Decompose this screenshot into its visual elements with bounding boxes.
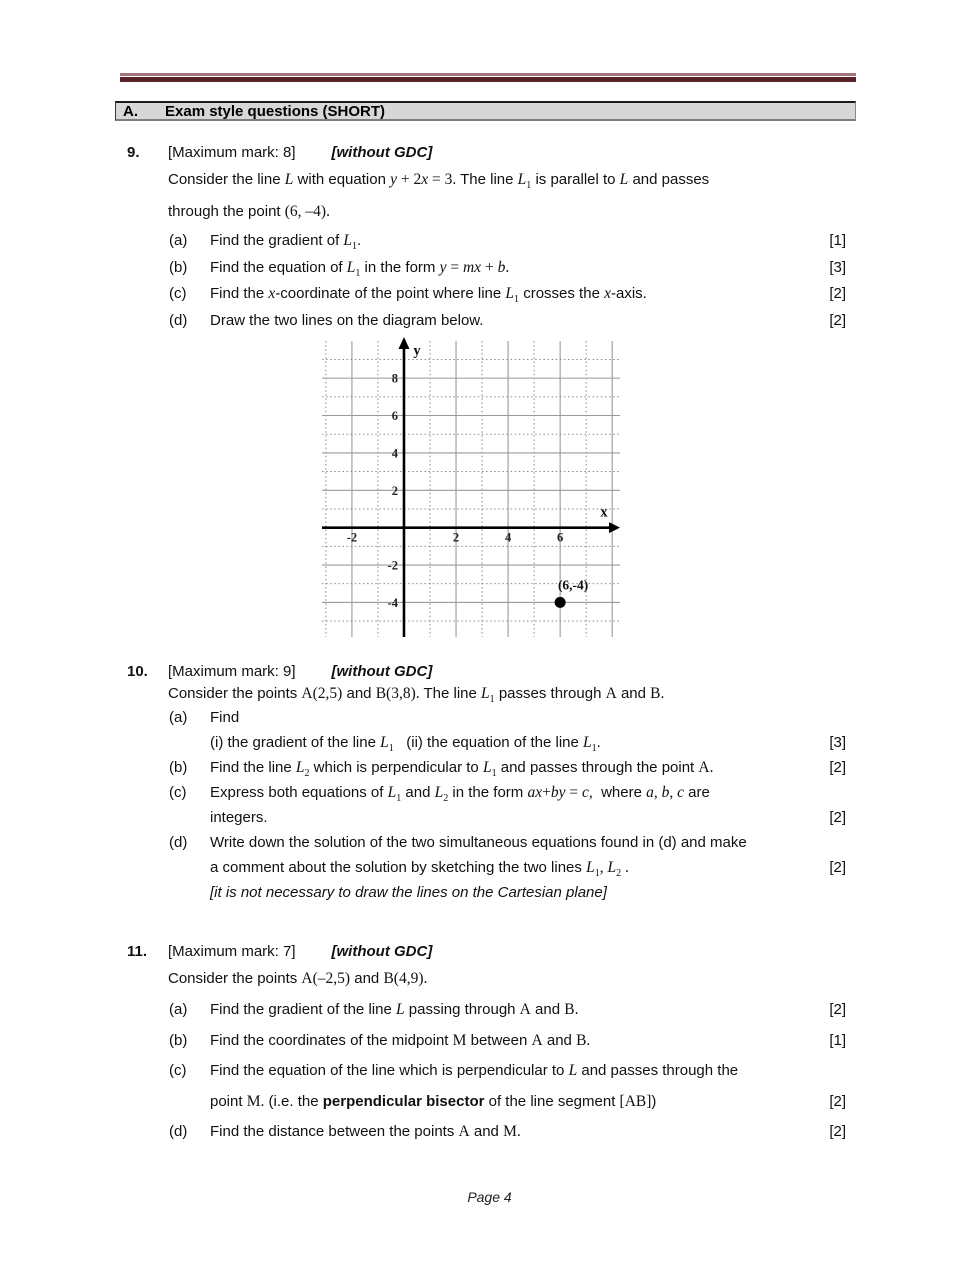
text-run: A. xyxy=(698,759,714,776)
top-rule-dark-line xyxy=(120,77,856,82)
question-part-line xyxy=(120,705,857,730)
section-title: Exam style questions (SHORT) xyxy=(165,102,386,120)
x-tick-label: 4 xyxy=(504,530,512,545)
text-run: A(2,5) xyxy=(301,685,343,702)
text-run: mx xyxy=(462,258,482,276)
x-tick-label: 6 xyxy=(557,530,564,545)
text-run: integers. xyxy=(210,809,268,826)
text-run: -axis. xyxy=(610,285,647,302)
question-11 xyxy=(120,941,857,1148)
x-tick-label: -2 xyxy=(346,530,358,545)
text-run: between xyxy=(466,1031,532,1049)
text-run: are xyxy=(684,784,710,801)
text-run: in the form xyxy=(360,258,440,276)
text-run: x xyxy=(268,285,276,302)
question-part-line xyxy=(120,1087,857,1118)
text-run: point xyxy=(210,1092,247,1110)
text-run: , xyxy=(669,784,678,801)
question-header xyxy=(120,661,857,683)
text-run: -coordinate of the point where line xyxy=(275,285,506,302)
subscript: 2 xyxy=(443,793,449,804)
text-run: through the point xyxy=(168,203,285,220)
text-run: The line xyxy=(460,171,518,188)
part-text xyxy=(210,281,813,308)
text-run: Draw the two lines on the diagram below. xyxy=(210,311,484,329)
text-run: Write down the solution of the two simultaneous equations found in (d) and make xyxy=(210,834,747,851)
part-text xyxy=(210,1026,813,1057)
subscript: 1 xyxy=(526,180,532,191)
text-run: and xyxy=(401,784,435,801)
grid-lines xyxy=(322,341,620,637)
question-intro-line xyxy=(120,683,857,705)
subscript: 1 xyxy=(396,793,402,804)
part-label xyxy=(169,880,210,905)
part-text xyxy=(210,1117,813,1148)
text-run: c xyxy=(677,784,684,801)
question-intro-line xyxy=(120,164,857,196)
y-tick-label: -4 xyxy=(387,595,398,610)
part-label: (a) xyxy=(169,1001,188,1018)
text-run: y xyxy=(439,258,447,276)
x-axis-label: x xyxy=(600,504,608,521)
mark-badge: [2] xyxy=(829,809,846,826)
text-run: and xyxy=(542,1031,577,1049)
text-run: in the form xyxy=(448,784,528,801)
text-run: a comment about the solution by sketching the two lines xyxy=(210,859,587,876)
question-number: 9. xyxy=(127,144,140,161)
part-text xyxy=(210,880,857,905)
text-run: L xyxy=(481,685,490,702)
text-run: M xyxy=(452,1031,467,1049)
text-run: and xyxy=(530,1001,565,1018)
coordinate-grid-diagram xyxy=(322,337,620,637)
text-run: crosses the xyxy=(519,285,605,302)
text-run: with equation xyxy=(293,171,391,188)
text-run: L xyxy=(395,1001,405,1018)
text-run: L xyxy=(295,759,305,776)
part-text xyxy=(210,830,857,855)
text-run: is parallel to xyxy=(531,171,620,188)
text-run: Find the distance between the points xyxy=(210,1123,459,1140)
part-label xyxy=(169,730,210,755)
part-text xyxy=(210,705,857,730)
mark-badge: [3] xyxy=(829,258,846,276)
gdc-label: [without GDC] xyxy=(331,144,433,161)
text-run: Find the gradient of xyxy=(210,232,344,249)
question-part-line xyxy=(120,730,857,755)
part-text xyxy=(210,1087,813,1118)
text-run: A xyxy=(531,1031,543,1049)
text-run: L xyxy=(482,759,492,776)
text-run: ax xyxy=(527,784,543,801)
text-run: . xyxy=(596,734,601,751)
text-run: . xyxy=(357,232,362,249)
text-run: by xyxy=(550,784,566,801)
text-run: Consider the line xyxy=(168,171,285,188)
text-run: L xyxy=(434,784,444,801)
text-run: (ii) the equation of the line xyxy=(393,734,584,751)
subscript: 2 xyxy=(616,868,622,879)
text-run: Find the equation of the line which is perpendicular to xyxy=(210,1062,569,1079)
text-run: , xyxy=(588,784,593,801)
text-run: A xyxy=(519,1001,531,1018)
text-run: where xyxy=(592,784,647,801)
text-run: which is perpendicular to xyxy=(309,759,483,776)
text-run: x xyxy=(604,285,611,302)
question-10 xyxy=(120,661,857,905)
text-run: L xyxy=(505,285,515,302)
question-part-line xyxy=(120,755,857,780)
question-intro-line xyxy=(120,963,857,995)
text-run: of the line segment xyxy=(484,1092,620,1110)
text-run: and passes xyxy=(628,171,710,188)
part-label: (d) xyxy=(169,834,188,851)
part-text xyxy=(210,255,813,282)
text-run: L xyxy=(568,1062,578,1079)
subscript: 1 xyxy=(355,267,361,279)
question-9 xyxy=(120,142,857,334)
text-run: Find the gradient of the line xyxy=(210,1001,396,1018)
text-run: A xyxy=(458,1123,470,1140)
text-run: and passes through the point xyxy=(496,759,699,776)
text-run: and xyxy=(350,970,384,987)
text-run: Consider the points xyxy=(168,970,302,987)
x-axis-arrow-icon xyxy=(609,522,620,533)
part-label: (b) xyxy=(169,1031,188,1049)
top-rule xyxy=(120,73,856,82)
text-run: passes through xyxy=(494,685,606,702)
text-run: x xyxy=(421,171,429,188)
text-run: (i) the gradient of the line xyxy=(210,734,381,751)
text-run: [AB] xyxy=(619,1092,652,1110)
max-mark-label: [Maximum mark: 9] xyxy=(168,663,296,680)
text-run: Find the equation of xyxy=(210,258,347,276)
subscript: 1 xyxy=(514,294,520,305)
question-part-line xyxy=(120,308,857,335)
part-label xyxy=(169,1087,210,1118)
text-run: L xyxy=(619,171,629,188)
section-letter: A. xyxy=(123,102,138,120)
data-point-label: (6,-4) xyxy=(557,577,589,593)
text-run: perpendicular bisector xyxy=(322,1092,485,1110)
subscript: 1 xyxy=(489,694,495,705)
part-label: (c) xyxy=(169,1062,187,1079)
text-run: L xyxy=(343,232,353,249)
text-run: , xyxy=(599,859,608,876)
text-run: + xyxy=(481,258,498,276)
text-run: B. xyxy=(576,1031,591,1049)
question-part-line xyxy=(120,1056,857,1087)
text-run: The line xyxy=(423,685,482,702)
text-run: M. xyxy=(246,1092,265,1110)
text-run: c xyxy=(581,784,589,801)
mark-badge: [1] xyxy=(829,232,846,249)
text-run: (i.e. the xyxy=(264,1092,323,1110)
question-part-line xyxy=(120,228,857,255)
part-text xyxy=(210,308,813,335)
text-run: B. xyxy=(650,685,665,702)
part-text xyxy=(210,805,813,830)
text-run: B(4,9). xyxy=(383,970,428,987)
text-run: = xyxy=(565,784,582,801)
part-text xyxy=(210,755,813,780)
subscript: 1 xyxy=(491,768,497,779)
text-run: Consider the points xyxy=(168,685,302,702)
max-mark-label: [Maximum mark: 8] xyxy=(168,144,296,161)
text-run: passing through xyxy=(404,1001,520,1018)
y-tick-label: 4 xyxy=(391,446,398,461)
text-run: and xyxy=(616,685,651,702)
part-label: (d) xyxy=(169,1123,188,1140)
section-header xyxy=(115,101,856,121)
y-tick-label: 6 xyxy=(391,409,398,424)
question-part-line xyxy=(120,1117,857,1148)
mark-badge: [2] xyxy=(829,1123,846,1140)
text-run: A xyxy=(605,685,617,702)
text-run: b xyxy=(497,258,506,276)
mark-badge: [2] xyxy=(829,285,846,302)
question-part-line xyxy=(120,780,857,805)
text-run: a xyxy=(646,784,654,801)
mark-badge: [2] xyxy=(829,859,846,876)
question-header xyxy=(120,142,857,164)
part-label xyxy=(169,805,210,830)
part-label xyxy=(169,855,210,880)
text-run: M. xyxy=(503,1123,521,1140)
text-run: Find xyxy=(210,709,240,726)
text-run: L xyxy=(346,258,356,276)
text-run: L xyxy=(284,171,294,188)
part-text xyxy=(210,995,813,1026)
text-run: , xyxy=(653,784,662,801)
mark-badge: [2] xyxy=(829,1092,846,1110)
part-text xyxy=(210,1056,857,1087)
question-number: 10. xyxy=(127,663,148,680)
text-run: B(3,8). xyxy=(375,685,424,702)
y-axis-label: y xyxy=(413,343,421,359)
y-axis-arrow-icon xyxy=(398,337,409,349)
mark-badge: [3] xyxy=(829,734,846,751)
part-text xyxy=(210,228,813,255)
y-tick-label: -2 xyxy=(387,558,398,573)
mark-badge: [2] xyxy=(829,759,846,776)
text-run: and passes through the xyxy=(577,1062,739,1079)
text-run: + xyxy=(542,784,551,801)
question-header xyxy=(120,941,857,963)
mark-badge: [2] xyxy=(829,1001,846,1018)
mark-badge: [2] xyxy=(829,311,846,329)
text-run: L xyxy=(517,171,527,188)
subscript: 2 xyxy=(304,768,310,779)
text-run: A(–2,5) xyxy=(301,970,351,987)
text-run: [it is not necessary to draw the lines on the Cartesian plane] xyxy=(210,884,607,901)
part-label: (a) xyxy=(169,709,188,726)
data-point xyxy=(555,597,566,608)
text-run: Express both equations of xyxy=(210,784,388,801)
axis-labels xyxy=(347,343,609,610)
part-label: (d) xyxy=(169,311,188,329)
question-part-line xyxy=(120,1026,857,1057)
text-run: and xyxy=(469,1123,504,1140)
question-part-line xyxy=(120,805,857,830)
text-run: b xyxy=(661,784,670,801)
text-run: (6, –4). xyxy=(284,203,330,220)
text-run: L xyxy=(380,734,389,751)
text-run: = 3. xyxy=(428,171,461,188)
question-part-line xyxy=(120,995,857,1026)
text-run: y xyxy=(390,171,397,188)
page-footer: Page 4 xyxy=(467,1189,512,1205)
text-run: L xyxy=(583,734,592,751)
x-tick-label: 2 xyxy=(452,530,460,545)
gdc-label: [without GDC] xyxy=(331,943,433,960)
text-run: Find the line xyxy=(210,759,296,776)
part-text xyxy=(210,780,857,805)
question-part-line xyxy=(120,855,857,880)
part-text xyxy=(210,730,813,755)
mark-badge: [1] xyxy=(829,1031,846,1049)
part-label: (c) xyxy=(169,784,187,801)
subscript: 1 xyxy=(591,743,597,754)
text-run: B. xyxy=(564,1001,579,1018)
subscript: 1 xyxy=(594,868,600,879)
part-text xyxy=(210,855,813,880)
part-label: (b) xyxy=(169,759,188,776)
y-tick-label: 2 xyxy=(391,483,398,498)
part-label: (a) xyxy=(169,232,188,249)
question-part-line xyxy=(120,880,857,905)
part-label: (b) xyxy=(169,258,188,276)
subscript: 1 xyxy=(388,743,394,754)
max-mark-label: [Maximum mark: 7] xyxy=(168,943,296,960)
subscript: 1 xyxy=(352,241,358,252)
question-part-line xyxy=(120,281,857,308)
part-label: (c) xyxy=(169,285,187,302)
text-run: and xyxy=(342,685,376,702)
text-run: Find the xyxy=(210,285,269,302)
text-run: . xyxy=(621,859,629,876)
question-part-line xyxy=(120,830,857,855)
question-part-line xyxy=(120,255,857,282)
gdc-label: [without GDC] xyxy=(331,663,433,680)
text-run: . xyxy=(505,258,510,276)
text-run: L xyxy=(607,859,617,876)
question-number: 11. xyxy=(127,943,148,960)
text-run: L xyxy=(387,784,397,801)
text-run: = xyxy=(446,258,463,276)
text-run: Find the coordinates of the midpoint xyxy=(210,1031,453,1049)
y-tick-label: 8 xyxy=(391,371,398,386)
text-run: + 2 xyxy=(396,171,422,188)
text-run: L xyxy=(586,859,595,876)
question-intro-line xyxy=(120,196,857,228)
text-run: ) xyxy=(651,1092,657,1110)
